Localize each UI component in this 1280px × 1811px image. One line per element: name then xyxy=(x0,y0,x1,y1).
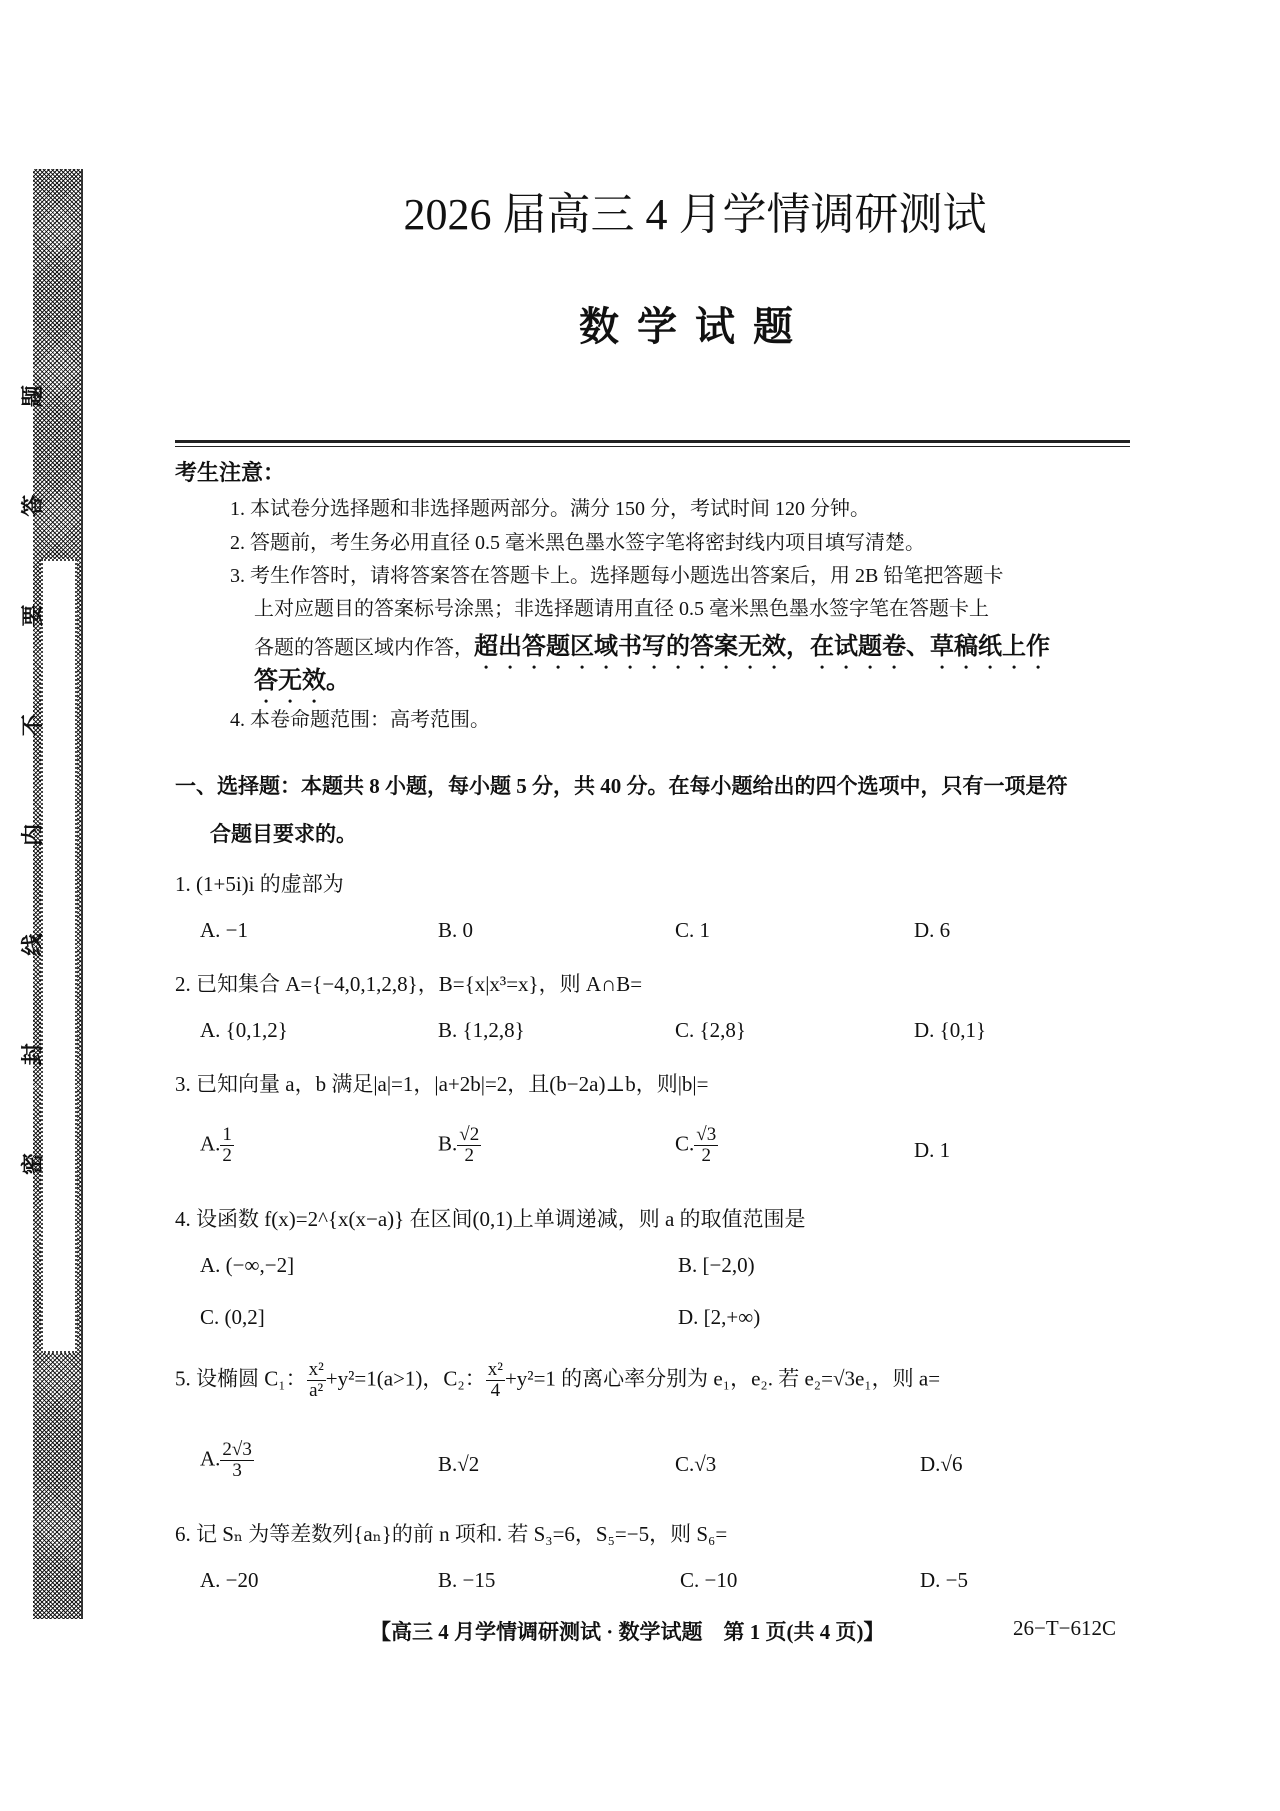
seal-char: 内 xyxy=(20,823,45,846)
note-item: 4. 本卷命题范围：高考范围。 xyxy=(230,709,490,731)
stem-text: +y²=1(a>1)，C₂： xyxy=(325,1366,486,1391)
denominator: a² xyxy=(309,1379,324,1401)
fraction xyxy=(694,1125,718,1166)
denominator: 2 xyxy=(222,1144,232,1166)
option-value: √3 xyxy=(694,1452,717,1476)
option-c xyxy=(675,1125,718,1166)
section-heading: 一、选择题：本题共 8 小题，每小题 5 分，共 40 分。在每小题给出的四个选项中，只有一项是符 xyxy=(175,774,1068,798)
option-a xyxy=(200,1125,234,1166)
denominator: 2 xyxy=(701,1144,711,1166)
question-1-stem: 1. (1+5i)i 的虚部为 xyxy=(175,872,344,896)
option-b xyxy=(438,1125,481,1166)
option-d: D. 6 xyxy=(914,918,951,942)
note-item: 3. 考生作答时，请将答案答在答题卡上。选择题每小题选出答案后，用 2B 铅笔把答题卡 xyxy=(230,565,1004,587)
stem-text: +y²=1 的离心率分别为 e₁，e₂. 若 e₂=√3e₁，则 a= xyxy=(504,1366,941,1391)
option-value: √6 xyxy=(940,1452,963,1476)
note-emphasis: 答无效。 xyxy=(254,668,350,694)
option-d xyxy=(914,1138,950,1163)
seal-char: 不 xyxy=(20,714,45,737)
option-d: D. {0,1} xyxy=(914,1018,987,1042)
numerator: √3 xyxy=(696,1124,717,1145)
question-5-stem xyxy=(175,1360,940,1401)
option-c: C. −10 xyxy=(680,1568,738,1592)
seal-char: 密 xyxy=(20,1152,45,1175)
exam-title: 2026 届高三 4 月学情调研测试 xyxy=(403,190,987,239)
option-value: √2 xyxy=(457,1452,480,1476)
note-item: 上对应题目的答案标号涂黑；非选择题请用直径 0.5 毫米黑色墨水签字笔在答题卡上 xyxy=(254,598,989,620)
option-label: D. xyxy=(914,1138,935,1162)
seal-char: 封 xyxy=(20,1043,45,1066)
numerator: x² xyxy=(308,1359,324,1380)
option-a: A. −20 xyxy=(200,1568,259,1592)
option-b: B. {1,2,8} xyxy=(438,1018,525,1042)
option-b: B. 0 xyxy=(438,918,474,942)
option-c xyxy=(675,1452,716,1477)
notes-heading: 考生注意： xyxy=(175,460,286,485)
option-c: C. (0,2] xyxy=(200,1305,265,1329)
fraction xyxy=(220,1125,234,1166)
option-d: D. [2,+∞) xyxy=(678,1305,761,1329)
seal-char: 答 xyxy=(20,494,45,517)
note-item xyxy=(254,626,1050,674)
question-2-stem: 2. 已知集合 A={−4,0,1,2,8}，B={x|x³=x}，则 A∩B= xyxy=(175,972,643,996)
note-emphasis: 超出答题区域书写的答案无效，在试题卷、草稿纸上作 xyxy=(474,634,1050,660)
option-label: C. xyxy=(675,1452,695,1476)
option-label: B. xyxy=(438,1452,458,1476)
paper-code: 26−T−612C xyxy=(1013,1616,1117,1640)
denominator: 3 xyxy=(232,1459,242,1481)
denominator: 4 xyxy=(490,1379,501,1401)
note-item: 1. 本试卷分选择题和非选择题两部分。满分 150 分，考试时间 120 分钟。 xyxy=(230,498,870,520)
seal-char: 要 xyxy=(20,604,45,627)
option-d xyxy=(920,1452,962,1477)
note-item: 2. 答题前，考生务必用直径 0.5 毫米黑色墨水签字笔将密封线内项目填写清楚。 xyxy=(230,532,925,554)
option-a: A. (−∞,−2] xyxy=(200,1253,295,1277)
denominator: 2 xyxy=(464,1144,474,1166)
seal-char: 题 xyxy=(20,385,45,408)
exam-subject: 数学试题 xyxy=(579,304,811,349)
seal-line-notice xyxy=(16,385,46,1175)
fraction xyxy=(486,1360,505,1401)
section-heading-cont: 合题目要求的。 xyxy=(210,822,357,846)
option-c: C. 1 xyxy=(675,918,711,942)
option-label: A. xyxy=(200,1446,221,1471)
option-c: C. {2,8} xyxy=(675,1018,746,1042)
seal-line-box xyxy=(41,559,77,1353)
fraction xyxy=(457,1125,481,1166)
option-label: C. xyxy=(675,1131,695,1156)
fraction xyxy=(220,1440,253,1481)
page-footer: 【高三 4 月学情调研测试 · 数学试题 第 1 页(共 4 页)】 xyxy=(370,1620,885,1644)
option-b: B. −15 xyxy=(438,1568,496,1592)
option-label: B. xyxy=(438,1131,458,1156)
stem-text: 5. 设椭圆 C₁： xyxy=(175,1366,307,1391)
question-3-stem: 3. 已知向量 a，b 满足|a|=1，|a+2b|=2，且(b−2a)⊥b，则|b|= xyxy=(175,1072,709,1096)
option-value: 1 xyxy=(939,1138,951,1162)
option-a: A. −1 xyxy=(200,918,249,942)
seal-char: 线 xyxy=(20,933,45,956)
note-text: 各题的答题区域内作答， xyxy=(254,637,474,659)
numerator: 1 xyxy=(222,1124,232,1145)
option-a xyxy=(200,1440,254,1481)
note-item xyxy=(254,660,350,708)
option-label: D. xyxy=(920,1452,941,1476)
option-a: A. {0,1,2} xyxy=(200,1018,288,1042)
numerator: x² xyxy=(487,1359,503,1380)
option-b xyxy=(438,1452,479,1477)
question-4-stem: 4. 设函数 f(x)=2^{x(x−a)} 在区间(0,1)上单调递减，则 a 的取值范围是 xyxy=(175,1207,806,1231)
option-d: D. −5 xyxy=(920,1568,969,1592)
option-b: B. [−2,0) xyxy=(678,1253,755,1277)
numerator: √2 xyxy=(459,1124,480,1145)
divider xyxy=(175,440,1130,447)
question-6-stem: 6. 记 Sₙ 为等差数列{aₙ}的前 n 项和. 若 S₃=6，S₅=−5，则 S₆= xyxy=(175,1522,728,1546)
fraction xyxy=(307,1360,326,1401)
numerator: 2√3 xyxy=(222,1439,252,1460)
option-label: A. xyxy=(200,1131,221,1156)
